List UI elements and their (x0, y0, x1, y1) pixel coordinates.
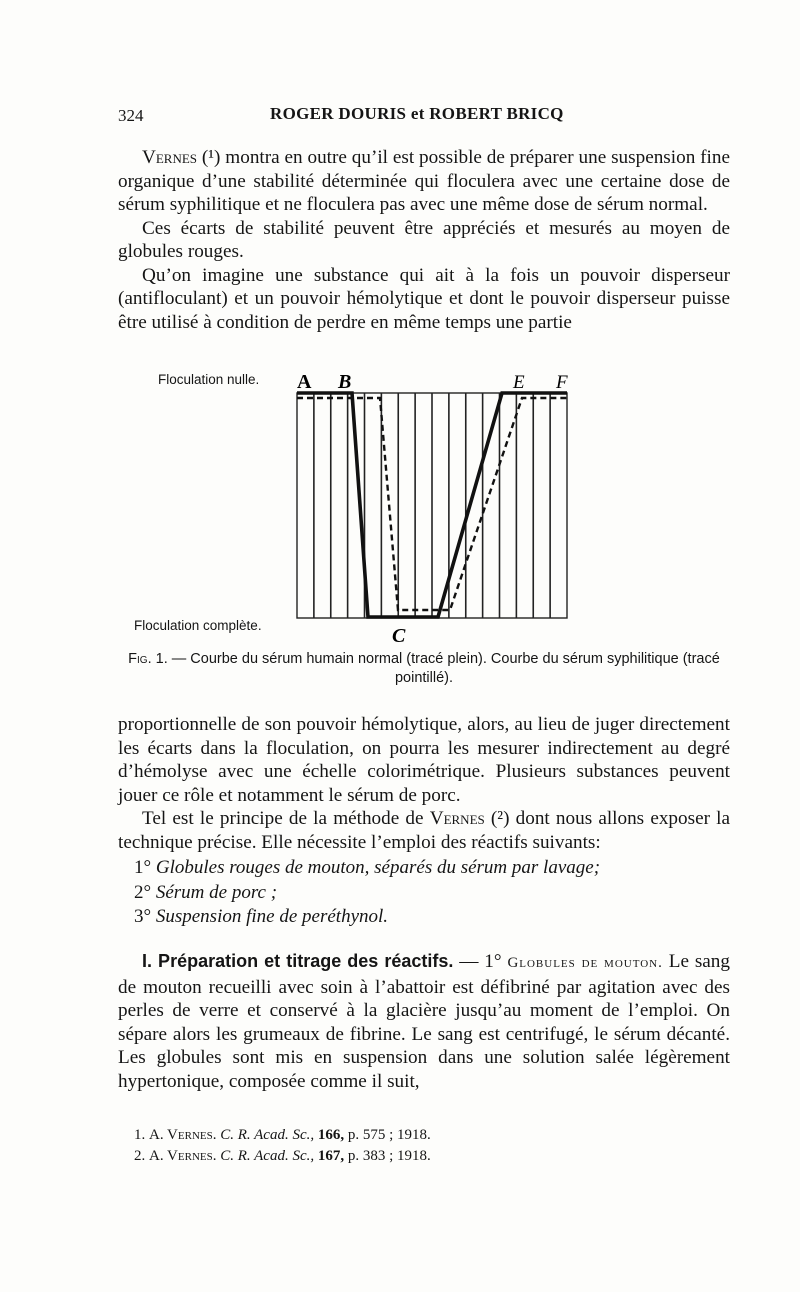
note-ref-2: (²) (490, 808, 510, 829)
reagent-item (134, 857, 600, 879)
reagent-item (134, 906, 388, 928)
footnote-2 (134, 1148, 431, 1165)
page-number: 324 (118, 106, 144, 125)
section-subtitle: Globules de mouton. (507, 955, 663, 971)
reagent-text: Suspension fine de peréthynol. (155, 906, 389, 927)
reagent-item (134, 882, 277, 904)
caption-text: — Courbe du sérum humain normal (tracé plein). Courbe du sérum syphilitique (tracé pointillé). (167, 651, 720, 686)
label-floculation-nulle: Floculation nulle. (158, 372, 260, 387)
reagent-num: 1° (134, 857, 152, 878)
footnote-author: A. Vernes. (149, 1127, 217, 1143)
paragraph-text: montra en outre qu’il est possible de préparer une suspension fine organique d’une stabilité déterminée qui floculera avec une certaine dose de sérum syphilitique et ne floculera pas avec une même dose de sérum normal. (118, 147, 730, 215)
footnote-volume: 167, (317, 1148, 345, 1164)
footnote-author: A. Vernes. (149, 1148, 217, 1164)
paragraph-proportionnelle: proportionnelle de son pouvoir hémolytique, alors, au lieu de juger directement les écarts dans la floculation, on pourra les mesurer indirectement au degré d’hémolyse avec une échelle colorimétrique. Plusieurs substances peuvent jouer ce rôle et notamment le sérum de porc. (118, 714, 730, 806)
footnote-rest: p. 575 ; 1918. (344, 1127, 431, 1143)
footnote-1 (134, 1127, 431, 1144)
section-title: I. Préparation et titrage des réactifs. (142, 951, 454, 971)
section-dash: — 1° (453, 951, 508, 972)
reagent-text: Globules rouges de mouton, séparés du sérum par lavage; (155, 857, 601, 878)
point-f-label: F (556, 372, 568, 393)
principe-text-before: Tel est le principe de la méthode de (142, 808, 430, 829)
section-preparation (118, 950, 730, 1093)
running-title: ROGER DOURIS et ROBERT BRICQ (270, 104, 564, 123)
tube-lines (314, 393, 550, 618)
author-name: Vernes (142, 147, 198, 168)
section-paragraph (118, 950, 730, 1093)
author-name-2: Vernes (429, 808, 485, 829)
footnote-rest: p. 383 ; 1918. (344, 1148, 431, 1164)
point-b-label: B (338, 371, 352, 393)
point-c-label: C (392, 625, 406, 647)
principe-text-after: dont nous allons exposer la technique précise. Elle nécessite l’emploi des réactifs suivants: (118, 808, 730, 853)
footnote-volume: 166, (317, 1127, 345, 1143)
footnote-journal: C. R. Acad. Sc., (220, 1127, 315, 1143)
note-ref: (¹) (201, 147, 221, 168)
point-e-label: E (513, 372, 525, 393)
footnote-num: 1. (134, 1127, 146, 1143)
paragraph-substance: Qu’on imagine une substance qui ait à la fois un pouvoir disperseur (antifloculant) et un pouvoir hémolytique et dont le pouvoir disperseur puisse être utilisé à condition de perdre en même temps une partie (118, 264, 730, 333)
figure-caption (118, 650, 730, 688)
reagent-num: 2° (134, 882, 152, 903)
paragraph-stabilite: Ces écarts de stabilité peuvent être appréciés et mesurés au moyen de globules rouges. (118, 217, 730, 262)
footnote-journal: C. R. Acad. Sc., (220, 1148, 315, 1164)
footnote-num: 2. (134, 1148, 146, 1164)
figure-tag: Fig. 1. (128, 651, 168, 667)
reagent-text: Sérum de porc ; (155, 882, 278, 903)
reagent-num: 3° (134, 906, 152, 927)
point-a-label: A (297, 371, 312, 393)
text-block-bottom (118, 713, 730, 854)
paragraph-principe (118, 807, 730, 854)
section-text: Le sang de mouton recueilli avec soin à l’abattoir est défibriné par agitation avec des perles de verre et conservé à la glacière jusqu’au moment de l’emploi. On sépare alors les grumeaux de fibrine. Le sang est centrifugé, le sérum décanté. Les globules sont mis en suspension dans une solution salée légèrement hypertonique, composée comme il suit, (118, 951, 730, 1092)
label-floculation-complete: Floculation complète. (134, 618, 262, 633)
